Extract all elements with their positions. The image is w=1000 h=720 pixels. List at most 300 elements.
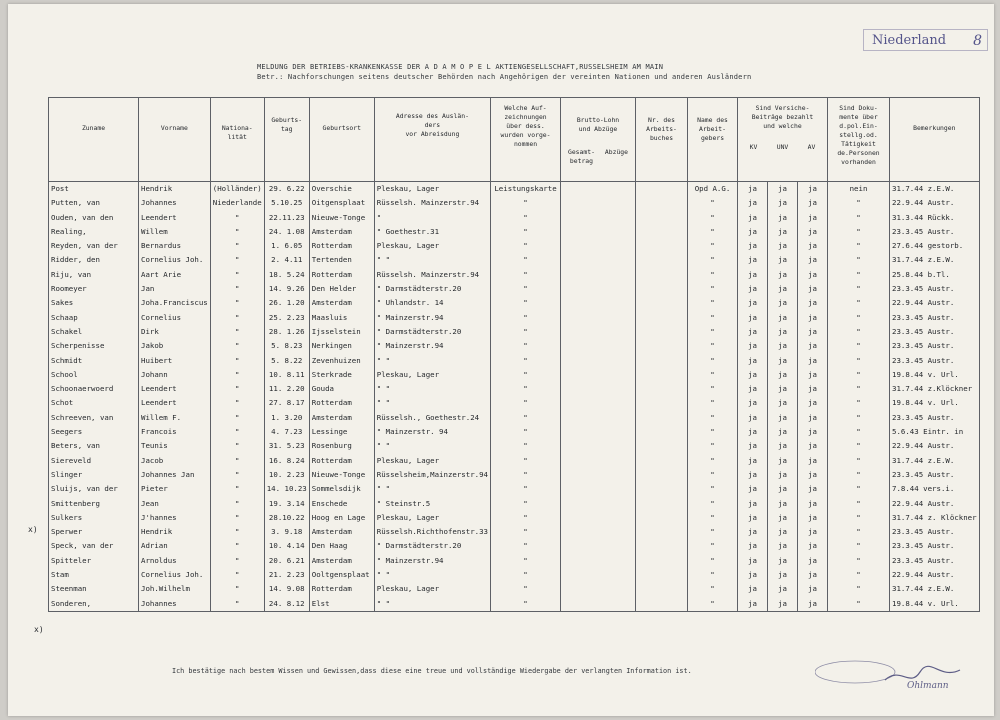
cell-nr [636,497,688,511]
table-row [49,525,980,539]
table-row [49,239,980,253]
cell-nat: " [210,525,264,539]
cell-name: Ridder, den [49,253,139,267]
cell-arb: " [688,539,738,553]
cell-nr [636,511,688,525]
cell-nat: " [210,239,264,253]
cell-bem: 23.3.45 Austr. [890,225,980,239]
cell-geb: 11. 2.20 [264,382,309,396]
cell-unv: ja [768,454,798,468]
cell-auf: " [491,468,561,482]
cell-auf: " [491,539,561,553]
cell-nat: " [210,382,264,396]
cell-nr [636,482,688,496]
cell-kv: ja [738,454,768,468]
cell-vorname: Jakob [139,339,211,353]
cell-nat: " [210,497,264,511]
cell-adr: " " [374,439,490,453]
cell-adr: " Darmstädterstr.20 [374,539,490,553]
cell-unv: ja [768,511,798,525]
cell-dok: " [828,554,890,568]
cell-nr [636,454,688,468]
cell-nr [636,525,688,539]
cell-b1 [561,182,636,197]
cell-auf: " [491,253,561,267]
cell-unv: ja [768,482,798,496]
cell-adr: Pleskau, Lager [374,182,490,197]
cell-arb: " [688,339,738,353]
cell-bem: 31.7.44 z.E.W. [890,253,980,267]
cell-bem: 22.9.44 Austr. [890,497,980,511]
cell-adr: Rüsselsheim,Mainzerstr.94 [374,468,490,482]
cell-auf: " [491,454,561,468]
cell-b1 [561,525,636,539]
cell-nr [636,354,688,368]
cell-kv: ja [738,511,768,525]
cell-name: Sulkers [49,511,139,525]
cell-arb: " [688,382,738,396]
cell-vorname: Adrian [139,539,211,553]
table-row [49,196,980,210]
cell-nr [636,597,688,612]
cell-name: Seegers [49,425,139,439]
cell-auf: " [491,225,561,239]
cell-nr [636,339,688,353]
cell-vorname: Pieter [139,482,211,496]
cell-vorname: Johannes Jan [139,468,211,482]
cell-b1 [561,497,636,511]
cell-bem: 19.8.44 v. Url. [890,368,980,382]
cell-geb: 28. 1.26 [264,325,309,339]
cell-kv: ja [738,539,768,553]
cell-dok: " [828,454,890,468]
cell-dok: " [828,253,890,267]
cell-unv: ja [768,411,798,425]
cell-av: ja [798,182,828,197]
cell-name: Speck, van der [49,539,139,553]
cell-ort: Rotterdam [309,396,374,410]
cell-unv: ja [768,597,798,612]
col-av: AV [807,143,816,151]
cell-nat: " [210,482,264,496]
margin-mark-m: x) [28,525,38,534]
cell-adr: " Darmstädterstr.20 [374,325,490,339]
cell-adr: " " [374,597,490,612]
cell-av: ja [798,325,828,339]
cell-adr: " " [374,382,490,396]
cell-b1 [561,439,636,453]
cell-ort: Rotterdam [309,239,374,253]
cell-nat: " [210,296,264,310]
cell-bem: 23.3.45 Austr. [890,468,980,482]
margin-mark-x: x) [34,625,44,634]
cell-b1 [561,339,636,353]
cell-b1 [561,253,636,267]
cell-nr [636,196,688,210]
cell-dok: " [828,339,890,353]
col-dokumente: Sind Doku- mente über d.pol.Ein- stellg.od. Tätigkeit de.Personen vorhanden [828,98,890,182]
cell-b1 [561,468,636,482]
cell-ort: Oitgensplaat [309,196,374,210]
signature-stamp [815,658,965,698]
cell-bem: 31.7.44 z.E.W. [890,582,980,596]
cell-unv: ja [768,539,798,553]
table-row [49,511,980,525]
cell-av: ja [798,196,828,210]
cell-nat: " [210,554,264,568]
cell-name: Sakes [49,296,139,310]
cell-arb: " [688,354,738,368]
cell-vorname: Jean [139,497,211,511]
cell-geb: 4. 7.23 [264,425,309,439]
cell-geb: 24. 1.08 [264,225,309,239]
cell-av: ja [798,311,828,325]
cell-arb: " [688,411,738,425]
cell-name: Beters, van [49,439,139,453]
cell-adr: " " [374,568,490,582]
col-bruttolohn: Brutto-Lohn und Abzüge Gesamt- betrag Abzüge [561,98,636,182]
cell-vorname: Joh.Wilhelm [139,582,211,596]
cell-av: ja [798,211,828,225]
cell-adr: " Mainzerstr.94 [374,339,490,353]
cell-ort: Ijsselstein [309,325,374,339]
cell-name: Slinger [49,468,139,482]
cell-b1 [561,382,636,396]
cell-av: ja [798,582,828,596]
table-row [49,354,980,368]
cell-nat: " [210,582,264,596]
col-zuname: Zuname [49,98,139,182]
cell-b1 [561,396,636,410]
cell-nat: " [210,268,264,282]
cell-nat: " [210,368,264,382]
cell-auf: " [491,482,561,496]
cell-nr [636,282,688,296]
cell-unv: ja [768,268,798,282]
country-stamp [863,29,988,51]
cell-nr [636,554,688,568]
cell-adr: Rüsselsh. Mainzerstr.94 [374,196,490,210]
cell-b1 [561,268,636,282]
cell-ort: Den Haag [309,539,374,553]
cell-nat: " [210,539,264,553]
cell-ort: Rotterdam [309,268,374,282]
country-stamp-text: Niederland [872,33,947,48]
cell-ort: Amsterdam [309,225,374,239]
cell-ort: Overschie [309,182,374,197]
table-row [49,211,980,225]
cell-vorname: Hendrik [139,182,211,197]
cell-vorname: Leendert [139,396,211,410]
col-arbeitgeber: Name des Arbeit- gebers [688,98,738,182]
table-row [49,454,980,468]
cell-unv: ja [768,225,798,239]
cell-vorname: Jacob [139,454,211,468]
cell-ort: Amsterdam [309,296,374,310]
cell-arb: " [688,497,738,511]
cell-geb: 27. 8.17 [264,396,309,410]
cell-arb: " [688,554,738,568]
cell-name: Sonderen, [49,597,139,612]
cell-nat: " [210,225,264,239]
stamp-ellipse [815,661,895,683]
cell-b1 [561,454,636,468]
cell-bem: 31.7.44 z.Klöckner [890,382,980,396]
table-row [49,439,980,453]
cell-auf: " [491,368,561,382]
cell-arb: " [688,268,738,282]
cell-arb: " [688,582,738,596]
cell-name: Smittenberg [49,497,139,511]
cell-ort: Den Helder [309,282,374,296]
cell-b1 [561,354,636,368]
cell-nr [636,296,688,310]
cell-vorname: Teunis [139,439,211,453]
document-title: MELDUNG DER BETRIEBS-KRANKENKASSE DER A D A M O P E L AKTIENGESELLSCHAFT,RUSSELSHEIM AM MAIN [257,63,664,71]
cell-b1 [561,239,636,253]
cell-kv: ja [738,282,768,296]
col-bemerkungen: Bemerkungen [890,98,980,182]
cell-nat: " [210,468,264,482]
cell-b1 [561,597,636,612]
cell-arb: " [688,296,738,310]
cell-unv: ja [768,354,798,368]
cell-kv: ja [738,597,768,612]
cell-nr [636,239,688,253]
cell-nat: (Holländer) [210,182,264,197]
cell-dok: " [828,239,890,253]
table-row [49,282,980,296]
cell-name: Ouden, van den [49,211,139,225]
cell-auf: " [491,382,561,396]
cell-b1 [561,296,636,310]
cell-auf: " [491,439,561,453]
cell-dok: " [828,211,890,225]
cell-kv: ja [738,468,768,482]
cell-kv: ja [738,325,768,339]
cell-bem: 7.8.44 vers.i. [890,482,980,496]
cell-auf: " [491,511,561,525]
cell-av: ja [798,296,828,310]
table-row [49,497,980,511]
cell-geb: 2. 4.11 [264,253,309,267]
cell-geb: 10. 2.23 [264,468,309,482]
cell-b1 [561,582,636,596]
cell-nr [636,539,688,553]
cell-unv: ja [768,554,798,568]
cell-bem: 23.3.45 Austr. [890,282,980,296]
cell-name: Spitteler [49,554,139,568]
cell-dok: nein [828,182,890,197]
cell-arb: " [688,253,738,267]
cell-auf: " [491,568,561,582]
cell-geb: 26. 1.20 [264,296,309,310]
cell-geb: 18. 5.24 [264,268,309,282]
cell-kv: ja [738,582,768,596]
cell-ort: Nerkingen [309,339,374,353]
cell-kv: ja [738,439,768,453]
cell-geb: 29. 6.22 [264,182,309,197]
cell-unv: ja [768,497,798,511]
cell-adr: Pleskau, Lager [374,239,490,253]
col-geburtstag: Geburts- tag [264,98,309,182]
cell-nat: " [210,396,264,410]
cell-unv: ja [768,396,798,410]
cell-arb: " [688,196,738,210]
cell-b1 [561,225,636,239]
cell-b1 [561,196,636,210]
cell-vorname: Cornelius Joh. [139,253,211,267]
cell-unv: ja [768,368,798,382]
cell-nat: " [210,354,264,368]
cell-bem: 23.3.45 Austr. [890,354,980,368]
cell-vorname: Francois [139,425,211,439]
cell-nr [636,368,688,382]
cell-unv: ja [768,282,798,296]
cell-nr [636,182,688,197]
cell-geb: 5. 8.22 [264,354,309,368]
register-table [48,97,980,612]
cell-kv: ja [738,239,768,253]
cell-arb: " [688,525,738,539]
cell-vorname: Dirk [139,325,211,339]
cell-name: Roomeyer [49,282,139,296]
col-vorname: Vorname [139,98,211,182]
cell-auf: Leistungskarte [491,182,561,197]
cell-b1 [561,482,636,496]
cell-name: Schreeven, van [49,411,139,425]
table-row [49,311,980,325]
cell-geb: 22.11.23 [264,211,309,225]
cell-kv: ja [738,425,768,439]
cell-av: ja [798,425,828,439]
cell-name: Schoonaerwoerd [49,382,139,396]
cell-nat: " [210,339,264,353]
cell-ort: Nieuwe-Tonge [309,468,374,482]
cell-unv: ja [768,525,798,539]
cell-dok: " [828,468,890,482]
cell-adr: " Goethestr.31 [374,225,490,239]
certification-text: Ich bestätige nach bestem Wissen und Gewissen,dass diese eine treue und vollständige Wiedergabe der verlangten Information ist. [172,667,692,675]
cell-unv: ja [768,211,798,225]
cell-kv: ja [738,396,768,410]
cell-nr [636,396,688,410]
cell-adr: " [374,211,490,225]
cell-kv: ja [738,268,768,282]
cell-b1 [561,411,636,425]
table-header-row [49,98,980,182]
cell-dok: " [828,368,890,382]
cell-av: ja [798,396,828,410]
cell-nat: Niederlande [210,196,264,210]
cell-auf: " [491,582,561,596]
cell-nat: " [210,411,264,425]
cell-nr [636,411,688,425]
cell-vorname: Johannes [139,597,211,612]
cell-dok: " [828,396,890,410]
cell-geb: 1. 3.20 [264,411,309,425]
cell-vorname: Joha.Franciscus [139,296,211,310]
cell-vorname: Johann [139,368,211,382]
cell-nat: " [210,282,264,296]
cell-dok: " [828,582,890,596]
cell-av: ja [798,468,828,482]
col-brutto-abzuege: Abzüge [604,148,628,156]
table-row [49,597,980,612]
cell-kv: ja [738,182,768,197]
table-row [49,382,980,396]
cell-name: Post [49,182,139,197]
cell-ort: Amsterdam [309,411,374,425]
cell-ort: Rotterdam [309,454,374,468]
cell-ort: Rotterdam [309,582,374,596]
cell-auf: " [491,325,561,339]
cell-arb: " [688,568,738,582]
cell-kv: ja [738,568,768,582]
table-row [49,296,980,310]
cell-geb: 14. 10.23 [264,482,309,496]
cell-vorname: Leendert [139,382,211,396]
cell-ort: Maasluis [309,311,374,325]
cell-bem: 23.3.45 Austr. [890,411,980,425]
cell-nat: " [210,211,264,225]
cell-ort: Sterkrade [309,368,374,382]
cell-vorname: Arnoldus [139,554,211,568]
cell-ort: Gouda [309,382,374,396]
cell-ort: Zevenhuizen [309,354,374,368]
cell-unv: ja [768,325,798,339]
cell-nr [636,382,688,396]
signature-text: Ohlmann [907,681,949,691]
table-row [49,425,980,439]
cell-kv: ja [738,225,768,239]
cell-kv: ja [738,354,768,368]
cell-b1 [561,325,636,339]
table-row [49,368,980,382]
cell-nr [636,568,688,582]
cell-av: ja [798,253,828,267]
cell-arb: " [688,239,738,253]
cell-unv: ja [768,568,798,582]
cell-name: Siereveld [49,454,139,468]
cell-adr: " Uhlandstr. 14 [374,296,490,310]
cell-b1 [561,568,636,582]
table-row [49,539,980,553]
cell-av: ja [798,525,828,539]
cell-nr [636,439,688,453]
cell-av: ja [798,411,828,425]
cell-nr [636,311,688,325]
cell-adr: Pleskau, Lager [374,454,490,468]
cell-arb: " [688,468,738,482]
cell-ort: Hoog en Lage [309,511,374,525]
cell-adr: " Mainzerstr. 94 [374,425,490,439]
cell-vorname: Aart Arie [139,268,211,282]
cell-dok: " [828,425,890,439]
cell-arb: " [688,225,738,239]
cell-name: Steenman [49,582,139,596]
table-row [49,268,980,282]
cell-name: Putten, van [49,196,139,210]
cell-geb: 20. 6.21 [264,554,309,568]
cell-auf: " [491,282,561,296]
cell-av: ja [798,497,828,511]
cell-kv: ja [738,196,768,210]
cell-unv: ja [768,196,798,210]
cell-bem: 31.3.44 Rückk. [890,211,980,225]
cell-ort: Lessinge [309,425,374,439]
cell-vorname: Cornelius [139,311,211,325]
